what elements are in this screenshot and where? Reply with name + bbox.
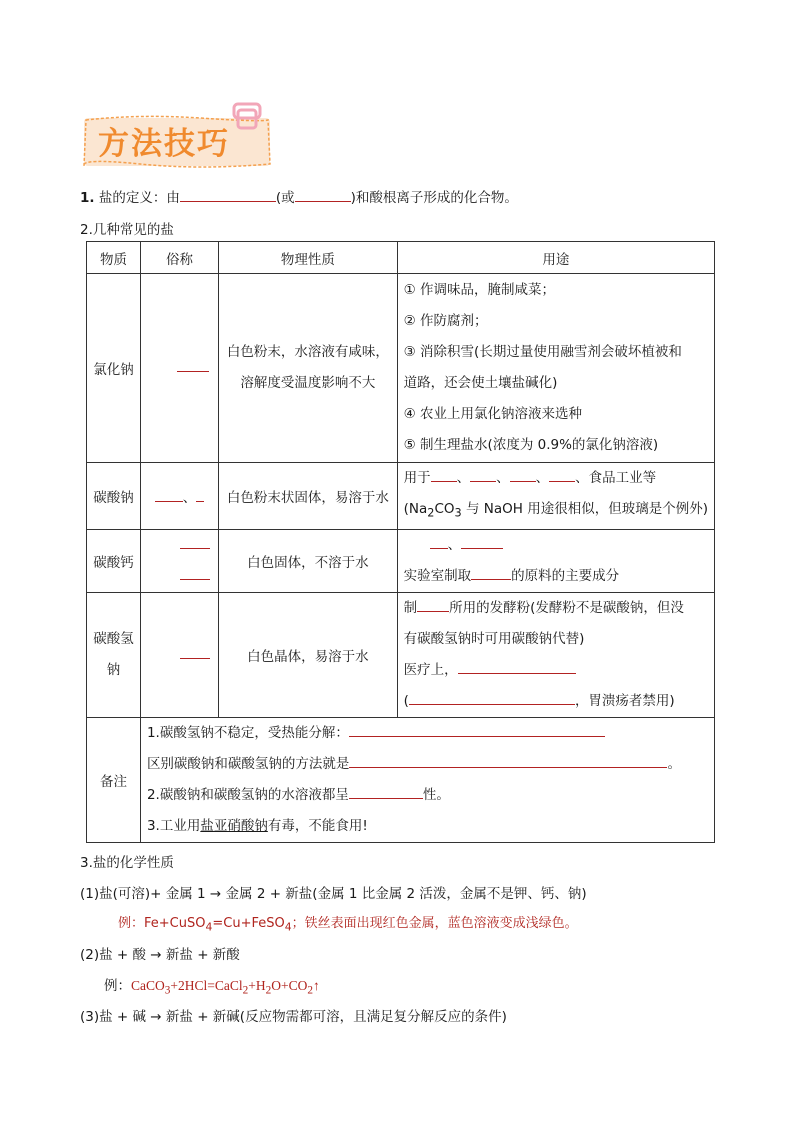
salt-definition [80, 186, 518, 206]
separator: 、 [447, 536, 462, 553]
text-line [404, 494, 708, 529]
separator: 、 [182, 489, 197, 506]
text-line [404, 530, 708, 561]
common-name-cell [140, 463, 218, 530]
answer-blank [196, 501, 204, 502]
badge-title: 方法技巧 [98, 126, 230, 162]
answer-blank [180, 548, 210, 549]
equation-part: O+CO [271, 978, 308, 993]
answer-blank [180, 658, 210, 659]
physical-props-cell [219, 274, 398, 463]
table-row-caco3 [87, 529, 715, 592]
common-name-cell [140, 274, 218, 463]
uses-cell [397, 529, 714, 592]
text-line [404, 686, 708, 717]
text-line [147, 780, 708, 811]
equation-part: CaCO [131, 978, 165, 993]
subscript: 4 [284, 920, 292, 934]
answer-blank [177, 371, 209, 372]
definition-text: 盐的定义：由 [94, 190, 180, 206]
note-text: 区别碳酸钠和碳酸氢钠的方法就是 [146, 755, 350, 772]
uses-cell [397, 463, 714, 530]
table-row-nahco3 [87, 592, 715, 717]
answer-blank [155, 501, 183, 502]
item-number: 1. [80, 190, 95, 206]
use-text: ( [403, 692, 409, 709]
text-line [147, 749, 708, 780]
answer-blank [458, 673, 576, 674]
section2-title: 2.几种常见的盐 [80, 222, 174, 238]
section-badge [80, 112, 276, 170]
section3-title: 3.盐的化学性质 [80, 855, 174, 871]
common-name-cell [140, 592, 218, 717]
text-line [147, 718, 708, 749]
answer-blank [349, 798, 423, 799]
answer-blank [430, 548, 448, 549]
reaction-3: (3)盐 + 碱 → 新盐 + 新碱(反应物需都可溶，且满足复分解反应的条件) [80, 1009, 507, 1025]
use-text: 所用的发酵粉(发酵粉不是碳酸钠，但没 [449, 599, 684, 616]
use-text: 实验室制取 [403, 567, 472, 584]
text-line: 道路，还会使土壤盐碱化) [403, 375, 558, 391]
answer-blank [349, 736, 605, 737]
substance-name [87, 592, 141, 717]
equation-part: ↑ [312, 978, 320, 993]
answer-blank [349, 767, 667, 768]
equation-part: +2HCl=CaCl [170, 978, 243, 993]
text-line: ④ 农业上用氯化钠溶液来选种 [403, 406, 583, 422]
answer-blank [431, 481, 457, 482]
subscript: 4 [205, 920, 213, 934]
text-line: ① 作调味品，腌制咸菜； [403, 282, 556, 298]
example-text: 例：Fe+CuSO [118, 916, 206, 931]
physical-props-cell: 白色粉末状固体，易溶于水 [219, 463, 398, 530]
separator: 、 [496, 470, 510, 486]
text-line: 溶解度受温度影响不大 [240, 375, 376, 391]
reaction-1-example [118, 912, 578, 934]
use-text: 与 NaOH 用途很相似，但玻璃是个例外) [461, 501, 708, 517]
example-text: =Cu+FeSO [212, 916, 285, 931]
text-line: ② 作防腐剂； [403, 313, 488, 329]
substance-name: 氯化钠 [87, 274, 141, 463]
table-row-nacl [87, 274, 715, 463]
answer-blank [471, 579, 511, 580]
text-line: 有碳酸氢钠时可用碳酸钠代替) [403, 630, 585, 647]
subscript: 3 [454, 506, 462, 520]
subscript: 2 [427, 506, 435, 520]
notes-label: 备注 [87, 717, 141, 842]
note-text: 2.碳酸钠和碳酸氢钠的水溶液都呈 [146, 786, 349, 803]
text-line [404, 655, 708, 686]
uses-cell [397, 274, 714, 463]
substance-name: 碳酸钠 [87, 463, 141, 530]
answer-blank [180, 579, 210, 580]
note-text: 有毒，不能食用! [267, 817, 368, 834]
col-header-uses: 用途 [397, 242, 714, 274]
answer-blank [417, 611, 449, 612]
blank-line [147, 530, 212, 561]
uses-cell [397, 592, 714, 717]
table-row-na2co3 [87, 463, 715, 530]
text-line [404, 463, 708, 494]
reaction-2: (2)盐 + 酸 → 新盐 + 新酸 [80, 947, 240, 963]
use-text: ，胃溃疡者禁用) [574, 692, 675, 709]
use-text: 制 [403, 599, 418, 616]
subscript: 2 [265, 984, 272, 997]
separator: 、 [456, 470, 471, 486]
example-text: ；铁丝表面出现红色金属，蓝色溶液变成浅绿色。 [291, 916, 578, 931]
table-header-row [87, 242, 715, 274]
definition-text: (或 [275, 190, 295, 206]
blank-line [147, 561, 212, 592]
text-line: ⑤ 制生理盐水(浓度为 0.9%的氯化钠溶液) [403, 437, 659, 453]
use-text: CO [434, 501, 455, 517]
text-line: 白色粉末，水溶液有咸味， [226, 344, 389, 360]
example-label: 例： [104, 978, 131, 994]
subscript: 2 [307, 984, 313, 997]
equation-part: +H [248, 978, 266, 993]
separator: 、 [535, 470, 550, 486]
note-text: 3.工业用 [146, 817, 201, 834]
answer-blank [510, 481, 536, 482]
text-line [404, 561, 708, 592]
physical-props-cell: 白色固体，不溶于水 [219, 529, 398, 592]
answer-blank [295, 201, 351, 202]
subscript: 3 [164, 984, 171, 997]
answer-blank [180, 201, 276, 202]
use-text: 、食品工业等 [575, 470, 657, 486]
common-name-cell [140, 529, 218, 592]
text-line [404, 593, 708, 624]
paper-clip-icon [228, 98, 268, 132]
col-header-substance: 物质 [87, 242, 141, 274]
answer-blank [409, 704, 575, 705]
common-salts-table [86, 241, 715, 843]
reaction-1: (1)盐(可溶)+ 金属 1 → 金属 2 + 新盐(金属 1 比金属 2 活泼，金属不是钾、钙、钠) [80, 886, 587, 902]
note-text: 1.碳酸氢钠不稳定，受热能分解： [146, 724, 349, 741]
notes-cell [140, 717, 714, 842]
answer-blank [461, 548, 503, 549]
physical-props-cell: 白色晶体，易溶于水 [219, 592, 398, 717]
text-line: 钠 [106, 661, 121, 678]
reaction-2-example [104, 974, 320, 997]
text-line: ③ 消除积雪(长期过量使用融雪剂会破坏植被和 [403, 344, 682, 360]
answer-blank [470, 481, 496, 482]
answer-blank [549, 481, 575, 482]
col-header-physical-props: 物理性质 [219, 242, 398, 274]
use-text: 用于 [403, 470, 431, 486]
table-row-notes [87, 717, 715, 842]
use-text: (Na [403, 501, 428, 517]
text-line [147, 811, 708, 842]
note-text: 。 [667, 755, 681, 772]
text-line: 碳酸氢 [93, 630, 134, 647]
use-text: 医疗上， [403, 661, 458, 678]
definition-text: )和酸根离子形成的化合物。 [350, 190, 518, 206]
note-text-underlined: 盐亚硝酸钠 [200, 817, 268, 834]
substance-name: 碳酸钙 [87, 529, 141, 592]
use-text: 的原料的主要成分 [511, 567, 620, 584]
example-equation [131, 978, 320, 997]
col-header-common-name: 俗称 [140, 242, 218, 274]
note-text: 性。 [422, 786, 450, 803]
subscript: 2 [242, 984, 249, 997]
